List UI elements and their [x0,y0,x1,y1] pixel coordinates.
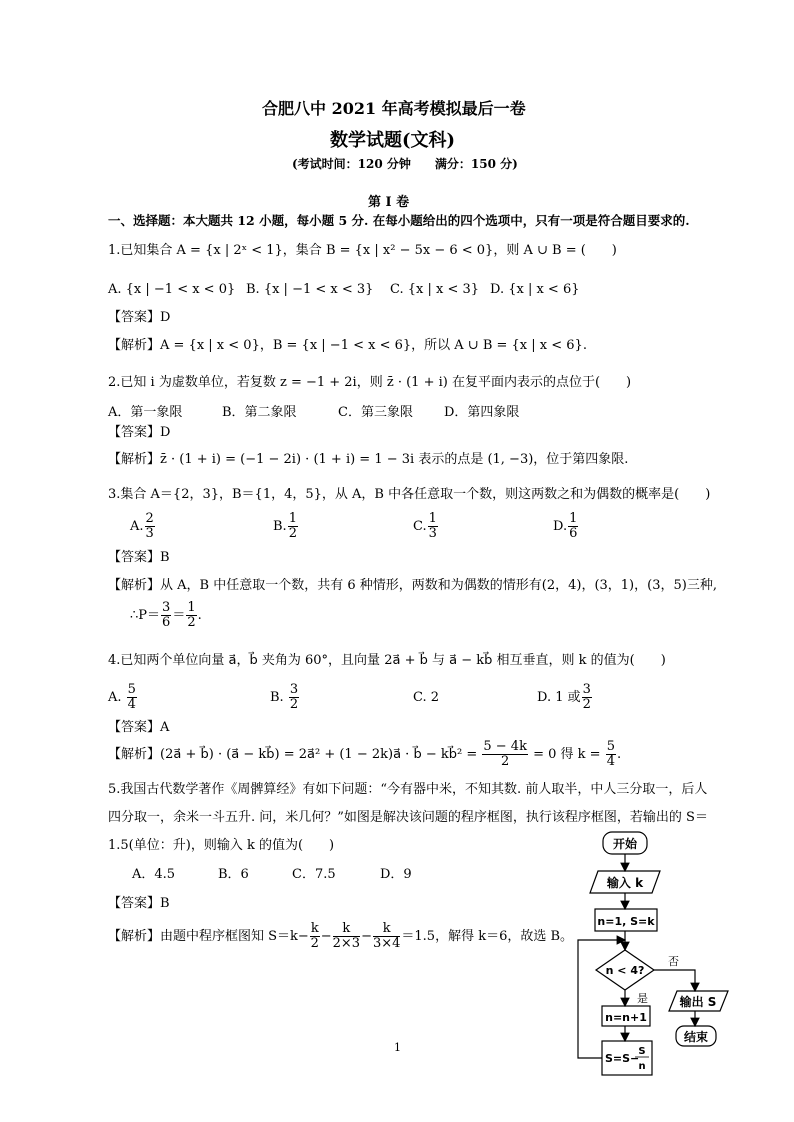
q1-analysis: 【解析】A = {x | x < 0}，B = {x | −1 < x < 6}，所以 A ∪ B = {x | x < 6}. [108,338,587,353]
q3-option-a: A. $\frac{2}{3}$ [130,511,154,541]
q4-answer: 【答案】A [108,720,170,735]
q4-stem: 4.已知两个单位向量 a⃗，b⃗ 夹角为 60°，且向量 2a⃗ + b⃗ 与 a⃗ − kb⃗ 相互垂直，则 k 的值为( ) [108,653,666,668]
q2-option-c: C．第三象限 [338,405,413,420]
q3-option-d: D. $\frac{1}{6}$ [553,511,578,541]
flowchart-update-den: n [638,1061,646,1072]
q3-option-c: C. $\frac{1}{3}$ [413,511,437,541]
page-number: 1 [394,1041,401,1054]
flowchart-update-num: S [638,1046,646,1057]
flowchart-start-label: 开始 [612,837,638,851]
flowchart-end-label: 结束 [683,1030,709,1044]
exam-title: 合肥八中 2021 年高考模拟最后一卷 [262,99,526,118]
flowchart-init-label: n=1, S=k [597,915,655,928]
q2-option-d: D．第四象限 [444,405,520,420]
flowchart-no-label: 否 [668,955,679,968]
q2-stem: 2.已知 i 为虚数单位，若复数 z = −1 + 2i，则 z̄ · (1 + i) 在复平面内表示的点位于( ) [108,375,632,390]
flowchart-update-prefix: S=S− [605,1052,640,1065]
q5-option-d: D．9 [380,867,412,882]
q5-stem-line-1: 5.我国古代数学著作《周髀算经》有如下问题：“今有器中米，不知其数. 前人取半，中人三分取一，后人 [108,782,708,797]
q2-analysis: 【解析】z̄ · (1 + i) = (−1 − 2i) · (1 + i) = 1 − 3i 表示的点是 (1, −3)，位于第四象限. [108,452,629,467]
q1-option-d: D. {x | x < 6} [490,282,580,297]
q5-answer: 【答案】B [108,896,170,911]
volume-heading: 第 I 卷 [368,195,410,210]
q1-option-c: C. {x | x < 3} [390,282,480,297]
section-heading: 一、选择题：本大题共 12 小题，每小题 5 分. 在每小题给出的四个选项中，只有一项是符合题目要求的. [108,213,690,228]
q4-option-c: C. 2 [413,690,440,705]
q2-option-b: B．第二象限 [222,405,297,420]
q4-option-d: D. 1 或 $\frac{3}{2}$ [537,682,591,712]
q5-stem-line-2: 四分取一，余米一斗五升. 问，米几何？”如图是解决该问题的程序框图，执行该程序框图，若输出的 S＝ [108,810,708,825]
q3-stem: 3.集合 A＝{2，3}，B＝{1，4，5}，从 A，B 中各任意取一个数，则这两数之和为偶数的概率是( ) [108,487,711,502]
exam-info: (考试时间：120 分钟 满分：150 分) [292,157,518,171]
q4-analysis: 【解析】(2a⃗ + b⃗) · (a⃗ − kb⃗) = 2a⃗² + (1 − 2k)a⃗ · b⃗ − kb⃗² = $\frac{5 - 4k}{2}$ = 0 得 k = $\frac{5}{4}$ . [108,739,622,769]
q4-option-b: B. $\frac{3}{2}$ [270,682,299,712]
q3-analysis-probability: ∴P＝ $\frac{3}{6}$ ＝ $\frac{1}{2}$ . [130,600,202,630]
flowchart-output-label: 输出 S [679,995,717,1009]
q3-analysis: 【解析】从 A，B 中任意取一个数，共有 6 种情形，两数和为偶数的情形有(2，4)，(3，1)，(3，5)三种, [108,578,717,593]
q3-option-b: B. $\frac{1}{2}$ [273,511,297,541]
q4-option-a: A. $\frac{5}{4}$ [108,682,136,712]
q1-stem: 1.已知集合 A = {x | 2ˣ < 1}，集合 B = {x | x² − 5x − 6 < 0}，则 A ∪ B = ( ) [108,243,617,258]
q5-analysis: 【解析】由题中程序框图知 S＝k− $\frac{k}{2}$ − $\frac{k}{2\times 3}$ − $\frac{k}{3\times 4}$ ＝1.5，解得 k＝6，故选 B。 [108,921,574,951]
flowchart-yes-label: 是 [637,992,648,1005]
q5-option-b: B．6 [218,867,249,882]
q2-answer: 【答案】D [108,425,171,440]
q2-option-a: A．第一象限 [108,405,183,420]
q3-answer: 【答案】B [108,550,170,565]
program-flowchart [572,826,742,1088]
subject-title: 数学试题(文科) [330,130,456,151]
flowchart-condition-label: n < 4? [605,964,645,977]
flowchart-input-label: 输入 k [606,876,644,890]
q5-option-c: C．7.5 [292,867,336,882]
q5-option-a: A．4.5 [132,867,176,882]
q5-stem-line-3: 1.5(单位：升)，则输入 k 的值为( ) [108,838,335,853]
flowchart-increment-label: n=n+1 [605,1011,647,1024]
q1-option-b: B. {x | −1 < x < 3} [246,282,374,297]
q1-answer: 【答案】D [108,310,171,325]
q1-option-a: A. {x | −1 < x < 0} [108,282,236,297]
